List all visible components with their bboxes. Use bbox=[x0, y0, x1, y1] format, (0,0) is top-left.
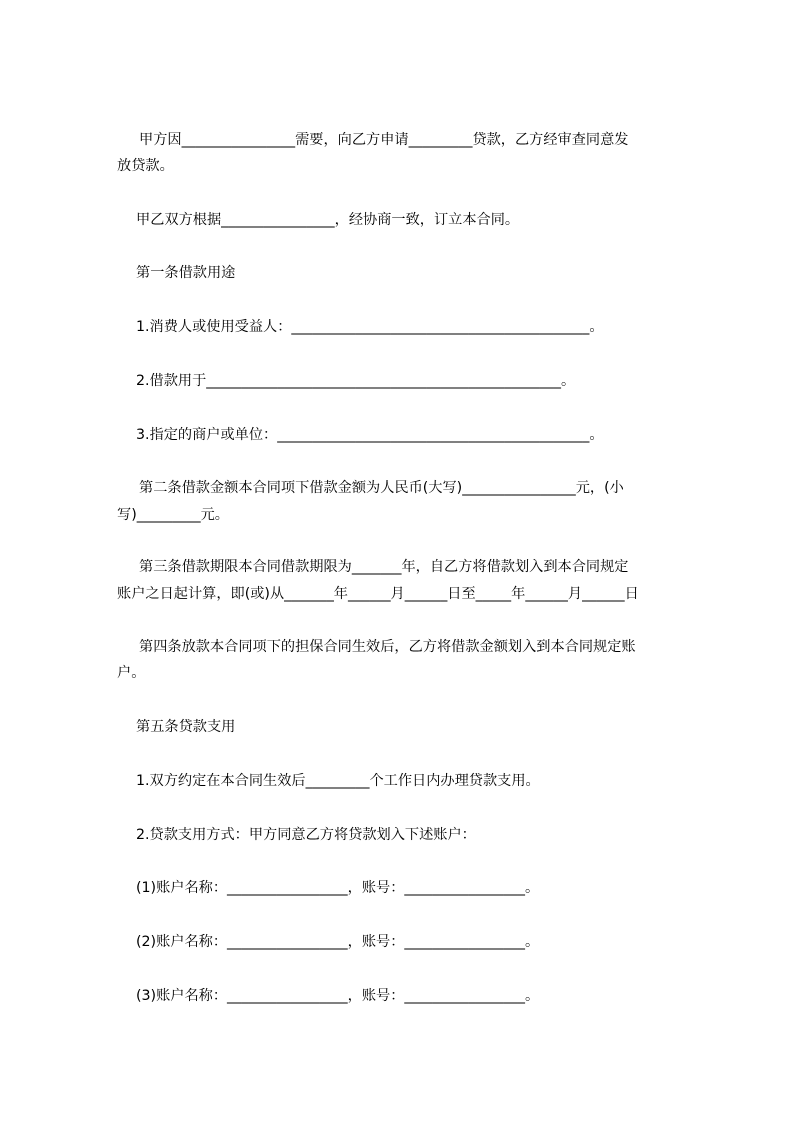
paragraph-1-line-1: 甲方因________________需要，向乙方申请_________贷款，乙方经审查同意发 bbox=[139, 132, 629, 148]
article-4-line-1: 第四条放款本合同项下的担保合同生效后，乙方将借款金额划入到本合同规定账 bbox=[139, 639, 636, 655]
article-5-item-2: 2.贷款支用方式：甲方同意乙方将贷款划入下述账户： bbox=[136, 827, 476, 843]
article-1-item-3: 3.指定的商户或单位：____________________________________________。 bbox=[136, 427, 604, 443]
article-2-line-2: 写)_________元。 bbox=[117, 507, 229, 523]
article-5-item-1: 1.双方约定在本合同生效后_________个工作日内办理贷款支用。 bbox=[136, 773, 540, 789]
account-3: (3)账户名称：_________________，账号：_________________。 bbox=[136, 988, 540, 1004]
paragraph-2: 甲乙双方根据________________，经协商一致，订立本合同。 bbox=[136, 212, 520, 228]
article-4-line-2: 户。 bbox=[117, 665, 146, 681]
article-5-heading: 第五条贷款支用 bbox=[136, 719, 236, 735]
article-1-item-1: 1.消费人或使用受益人：__________________________________________。 bbox=[136, 319, 604, 335]
account-1: (1)账户名称：_________________，账号：_________________。 bbox=[136, 880, 540, 896]
article-1-item-2: 2.借款用于__________________________________________________。 bbox=[136, 373, 576, 389]
article-3-line-2: 账户之日起计算，即(或)从_______年______月______日至_____年______月______日 bbox=[117, 586, 639, 602]
account-2: (2)账户名称：_________________，账号：_________________。 bbox=[136, 934, 540, 950]
article-1-heading: 第一条借款用途 bbox=[136, 265, 236, 281]
article-3-line-1: 第三条借款期限本合同借款期限为_______年，自乙方将借款划入到本合同规定 bbox=[139, 559, 629, 575]
paragraph-1-line-2: 放贷款。 bbox=[117, 158, 174, 174]
article-2-line-1: 第二条借款金额本合同项下借款金额为人民币(大写)________________元，(小 bbox=[139, 480, 624, 496]
